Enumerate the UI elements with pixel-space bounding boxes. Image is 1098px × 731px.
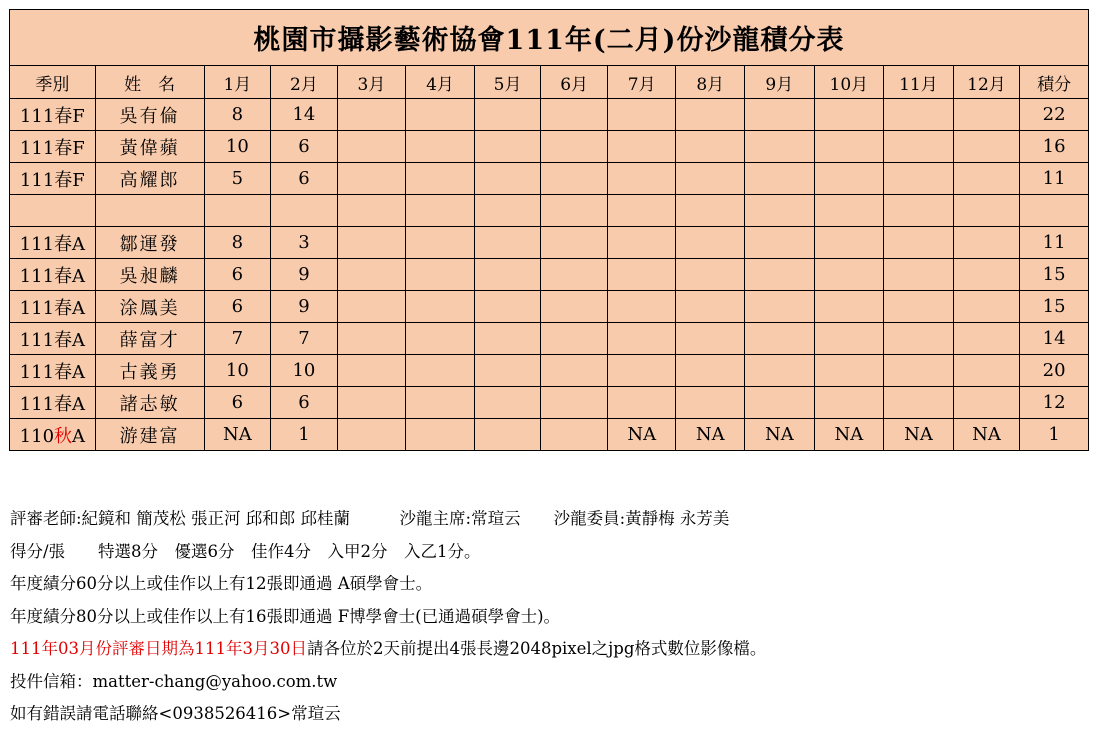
- month-score: [953, 355, 1020, 387]
- season-suffix: A: [72, 425, 86, 447]
- total-score: 15: [1020, 291, 1089, 323]
- month-score: [271, 195, 338, 227]
- month-score: [884, 163, 954, 195]
- month-score: [337, 387, 406, 419]
- month-score: 6: [271, 387, 338, 419]
- month-score: [814, 323, 884, 355]
- season-text: 111春A: [19, 393, 86, 415]
- season-highlight: 秋: [54, 425, 73, 447]
- rule-f-line: 年度績分80分以上或佳作以上有16張即通過 F博學會士(已通過碩學會士)。: [10, 606, 561, 626]
- notes-section: [10, 503, 766, 731]
- column-header: 11月: [884, 66, 954, 99]
- rule-a-line: 年度績分60分以上或佳作以上有12張即通過 A碩學會士。: [10, 574, 433, 593]
- month-score: [676, 99, 745, 131]
- month-score: [953, 99, 1020, 131]
- month-score: [953, 131, 1020, 163]
- month-score: [337, 195, 406, 227]
- month-score: [745, 259, 815, 291]
- month-score: [474, 355, 541, 387]
- season-cell: [10, 163, 96, 195]
- table-row: [10, 355, 1089, 387]
- month-score: 3: [271, 227, 338, 259]
- month-score: [814, 131, 884, 163]
- month-score: [337, 259, 406, 291]
- season-text: 111春A: [19, 265, 86, 287]
- judges-line: 評審老師:紀鏡和 簡茂松 張正河 邱和郎 邱桂蘭 沙龍主席:常瑄云 沙龍委員:黃靜梅 永芳美: [10, 509, 730, 528]
- season-cell: [10, 131, 96, 163]
- member-name: 游建富: [95, 419, 204, 451]
- score-table: [9, 9, 1089, 451]
- season-text: 110: [19, 425, 55, 447]
- month-score: [884, 195, 954, 227]
- member-name: 吳有倫: [95, 99, 204, 131]
- month-score: [406, 163, 475, 195]
- member-name: 古義勇: [95, 355, 204, 387]
- month-score: [676, 227, 745, 259]
- review-date-highlight: 111年03月份評審日期為111年3月30日: [10, 639, 307, 658]
- month-score: [676, 131, 745, 163]
- month-score: [541, 131, 608, 163]
- column-header: 10月: [814, 66, 884, 99]
- member-name: 諸志敏: [95, 387, 204, 419]
- month-score: 8: [204, 227, 271, 259]
- column-header: 8月: [676, 66, 745, 99]
- month-score: [406, 259, 475, 291]
- season-cell: [10, 291, 96, 323]
- month-score: [953, 195, 1020, 227]
- month-score: [474, 291, 541, 323]
- month-score: [474, 419, 541, 451]
- month-score: [337, 419, 406, 451]
- table-row: [10, 99, 1089, 131]
- month-score: [607, 355, 676, 387]
- month-score: 8: [204, 99, 271, 131]
- month-score: [406, 195, 475, 227]
- month-score: [953, 163, 1020, 195]
- month-score: NA: [745, 419, 815, 451]
- season-text: 111春A: [19, 361, 86, 383]
- month-score: [474, 131, 541, 163]
- member-name: 涂鳳美: [95, 291, 204, 323]
- contact-line: 如有錯誤請電話聯絡<0938526416>常瑄云: [10, 704, 341, 723]
- column-header: 4月: [406, 66, 475, 99]
- month-score: 6: [204, 291, 271, 323]
- season-cell: [10, 195, 96, 227]
- month-score: 10: [204, 131, 271, 163]
- month-score: NA: [676, 419, 745, 451]
- month-score: [474, 323, 541, 355]
- month-score: [474, 387, 541, 419]
- column-header: 5月: [474, 66, 541, 99]
- column-header: 姓 名: [95, 66, 204, 99]
- member-name: [95, 195, 204, 227]
- total-score: 11: [1020, 227, 1089, 259]
- month-score: [745, 99, 815, 131]
- month-score: 7: [204, 323, 271, 355]
- season-text: 111春A: [19, 329, 86, 351]
- table-row: [10, 131, 1089, 163]
- month-score: [541, 387, 608, 419]
- column-header: 7月: [607, 66, 676, 99]
- month-score: [337, 355, 406, 387]
- month-score: 10: [271, 355, 338, 387]
- month-score: [337, 227, 406, 259]
- review-date-line: [10, 633, 766, 666]
- month-score: [406, 323, 475, 355]
- month-score: [474, 163, 541, 195]
- month-score: [745, 387, 815, 419]
- season-cell: [10, 99, 96, 131]
- month-score: [541, 227, 608, 259]
- month-score: [607, 131, 676, 163]
- total-score: 12: [1020, 387, 1089, 419]
- month-score: [953, 227, 1020, 259]
- month-score: [607, 387, 676, 419]
- month-score: [814, 387, 884, 419]
- season-cell: [10, 227, 96, 259]
- month-score: [745, 291, 815, 323]
- season-text: 111春F: [19, 169, 85, 191]
- month-score: NA: [814, 419, 884, 451]
- month-score: [745, 195, 815, 227]
- review-date-text: 請各位於2天前提出4張長邊2048pixel之jpg格式數位影像檔。: [306, 639, 767, 658]
- month-score: [953, 259, 1020, 291]
- column-header: 1月: [204, 66, 271, 99]
- month-score: 5: [204, 163, 271, 195]
- table-row: [10, 163, 1089, 195]
- month-score: [884, 387, 954, 419]
- table-row: [10, 259, 1089, 291]
- table-row: [10, 387, 1089, 419]
- month-score: [406, 419, 475, 451]
- table-row: [10, 323, 1089, 355]
- month-score: [814, 195, 884, 227]
- month-score: 6: [271, 163, 338, 195]
- month-score: 6: [204, 387, 271, 419]
- month-score: [814, 291, 884, 323]
- month-score: NA: [607, 419, 676, 451]
- month-score: [745, 323, 815, 355]
- month-score: [953, 387, 1020, 419]
- month-score: [745, 163, 815, 195]
- email-line: 投件信箱：matter-chang@yahoo.com.tw: [10, 671, 338, 691]
- column-header: 12月: [953, 66, 1020, 99]
- season-text: 111春A: [19, 297, 86, 319]
- month-score: [607, 99, 676, 131]
- month-score: [607, 323, 676, 355]
- month-score: [676, 259, 745, 291]
- month-score: [406, 355, 475, 387]
- month-score: [814, 163, 884, 195]
- month-score: 6: [204, 259, 271, 291]
- header-row: [10, 66, 1089, 99]
- month-score: 9: [271, 291, 338, 323]
- member-name: 高耀郎: [95, 163, 204, 195]
- month-score: [953, 323, 1020, 355]
- month-score: NA: [953, 419, 1020, 451]
- scoring-line: 得分/張 特選8分 優選6分 佳作4分 入甲2分 入乙1分。: [10, 541, 481, 561]
- month-score: [541, 323, 608, 355]
- month-score: [541, 419, 608, 451]
- month-score: [204, 195, 271, 227]
- month-score: [745, 227, 815, 259]
- month-score: [884, 355, 954, 387]
- member-name: 黃偉蘋: [95, 131, 204, 163]
- total-score: 20: [1020, 355, 1089, 387]
- total-score: 22: [1020, 99, 1089, 131]
- month-score: [884, 227, 954, 259]
- month-score: [607, 195, 676, 227]
- month-score: [814, 227, 884, 259]
- total-score: 16: [1020, 131, 1089, 163]
- month-score: [337, 323, 406, 355]
- month-score: [541, 163, 608, 195]
- month-score: [337, 163, 406, 195]
- month-score: [474, 195, 541, 227]
- month-score: [953, 291, 1020, 323]
- month-score: [541, 99, 608, 131]
- month-score: [406, 291, 475, 323]
- month-score: [676, 355, 745, 387]
- column-header: 季別: [10, 66, 96, 99]
- total-score: 1: [1020, 419, 1089, 451]
- month-score: NA: [884, 419, 954, 451]
- month-score: [474, 259, 541, 291]
- month-score: [541, 355, 608, 387]
- member-name: 薛富才: [95, 323, 204, 355]
- month-score: 6: [271, 131, 338, 163]
- month-score: [337, 291, 406, 323]
- month-score: [406, 99, 475, 131]
- column-header: 6月: [541, 66, 608, 99]
- season-cell: [10, 419, 96, 451]
- month-score: [884, 259, 954, 291]
- month-score: [884, 99, 954, 131]
- total-score: 14: [1020, 323, 1089, 355]
- month-score: [884, 131, 954, 163]
- month-score: [884, 323, 954, 355]
- month-score: [607, 259, 676, 291]
- table-row: [10, 419, 1089, 451]
- table-title: 桃園市攝影藝術協會111年(二月)份沙龍積分表: [10, 10, 1089, 66]
- month-score: [745, 131, 815, 163]
- season-text: 111春A: [19, 233, 86, 255]
- member-name: 吳昶麟: [95, 259, 204, 291]
- month-score: [814, 99, 884, 131]
- month-score: [745, 355, 815, 387]
- month-score: [607, 291, 676, 323]
- season-cell: [10, 355, 96, 387]
- table-row: [10, 291, 1089, 323]
- month-score: [337, 99, 406, 131]
- season-cell: [10, 259, 96, 291]
- month-score: [406, 131, 475, 163]
- month-score: [676, 323, 745, 355]
- month-score: [541, 291, 608, 323]
- month-score: NA: [204, 419, 271, 451]
- column-header: 積分: [1020, 66, 1089, 99]
- month-score: [406, 387, 475, 419]
- month-score: 10: [204, 355, 271, 387]
- column-header: 9月: [745, 66, 815, 99]
- month-score: 7: [271, 323, 338, 355]
- total-score: [1020, 195, 1089, 227]
- season-cell: [10, 323, 96, 355]
- month-score: [884, 291, 954, 323]
- month-score: [541, 259, 608, 291]
- season-text: 111春F: [19, 105, 85, 127]
- month-score: [474, 99, 541, 131]
- month-score: [474, 227, 541, 259]
- season-text: 111春F: [19, 137, 85, 159]
- table-row: [10, 227, 1089, 259]
- month-score: [814, 259, 884, 291]
- month-score: [676, 291, 745, 323]
- month-score: 9: [271, 259, 338, 291]
- month-score: [406, 227, 475, 259]
- table-row: [10, 195, 1089, 227]
- month-score: 1: [271, 419, 338, 451]
- month-score: [337, 131, 406, 163]
- total-score: 11: [1020, 163, 1089, 195]
- month-score: [607, 227, 676, 259]
- month-score: [676, 163, 745, 195]
- column-header: 3月: [337, 66, 406, 99]
- column-header: 2月: [271, 66, 338, 99]
- month-score: [607, 163, 676, 195]
- month-score: [814, 355, 884, 387]
- total-score: 15: [1020, 259, 1089, 291]
- month-score: 14: [271, 99, 338, 131]
- month-score: [676, 387, 745, 419]
- member-name: 鄒運發: [95, 227, 204, 259]
- month-score: [676, 195, 745, 227]
- title-row: [10, 10, 1089, 66]
- season-cell: [10, 387, 96, 419]
- month-score: [541, 195, 608, 227]
